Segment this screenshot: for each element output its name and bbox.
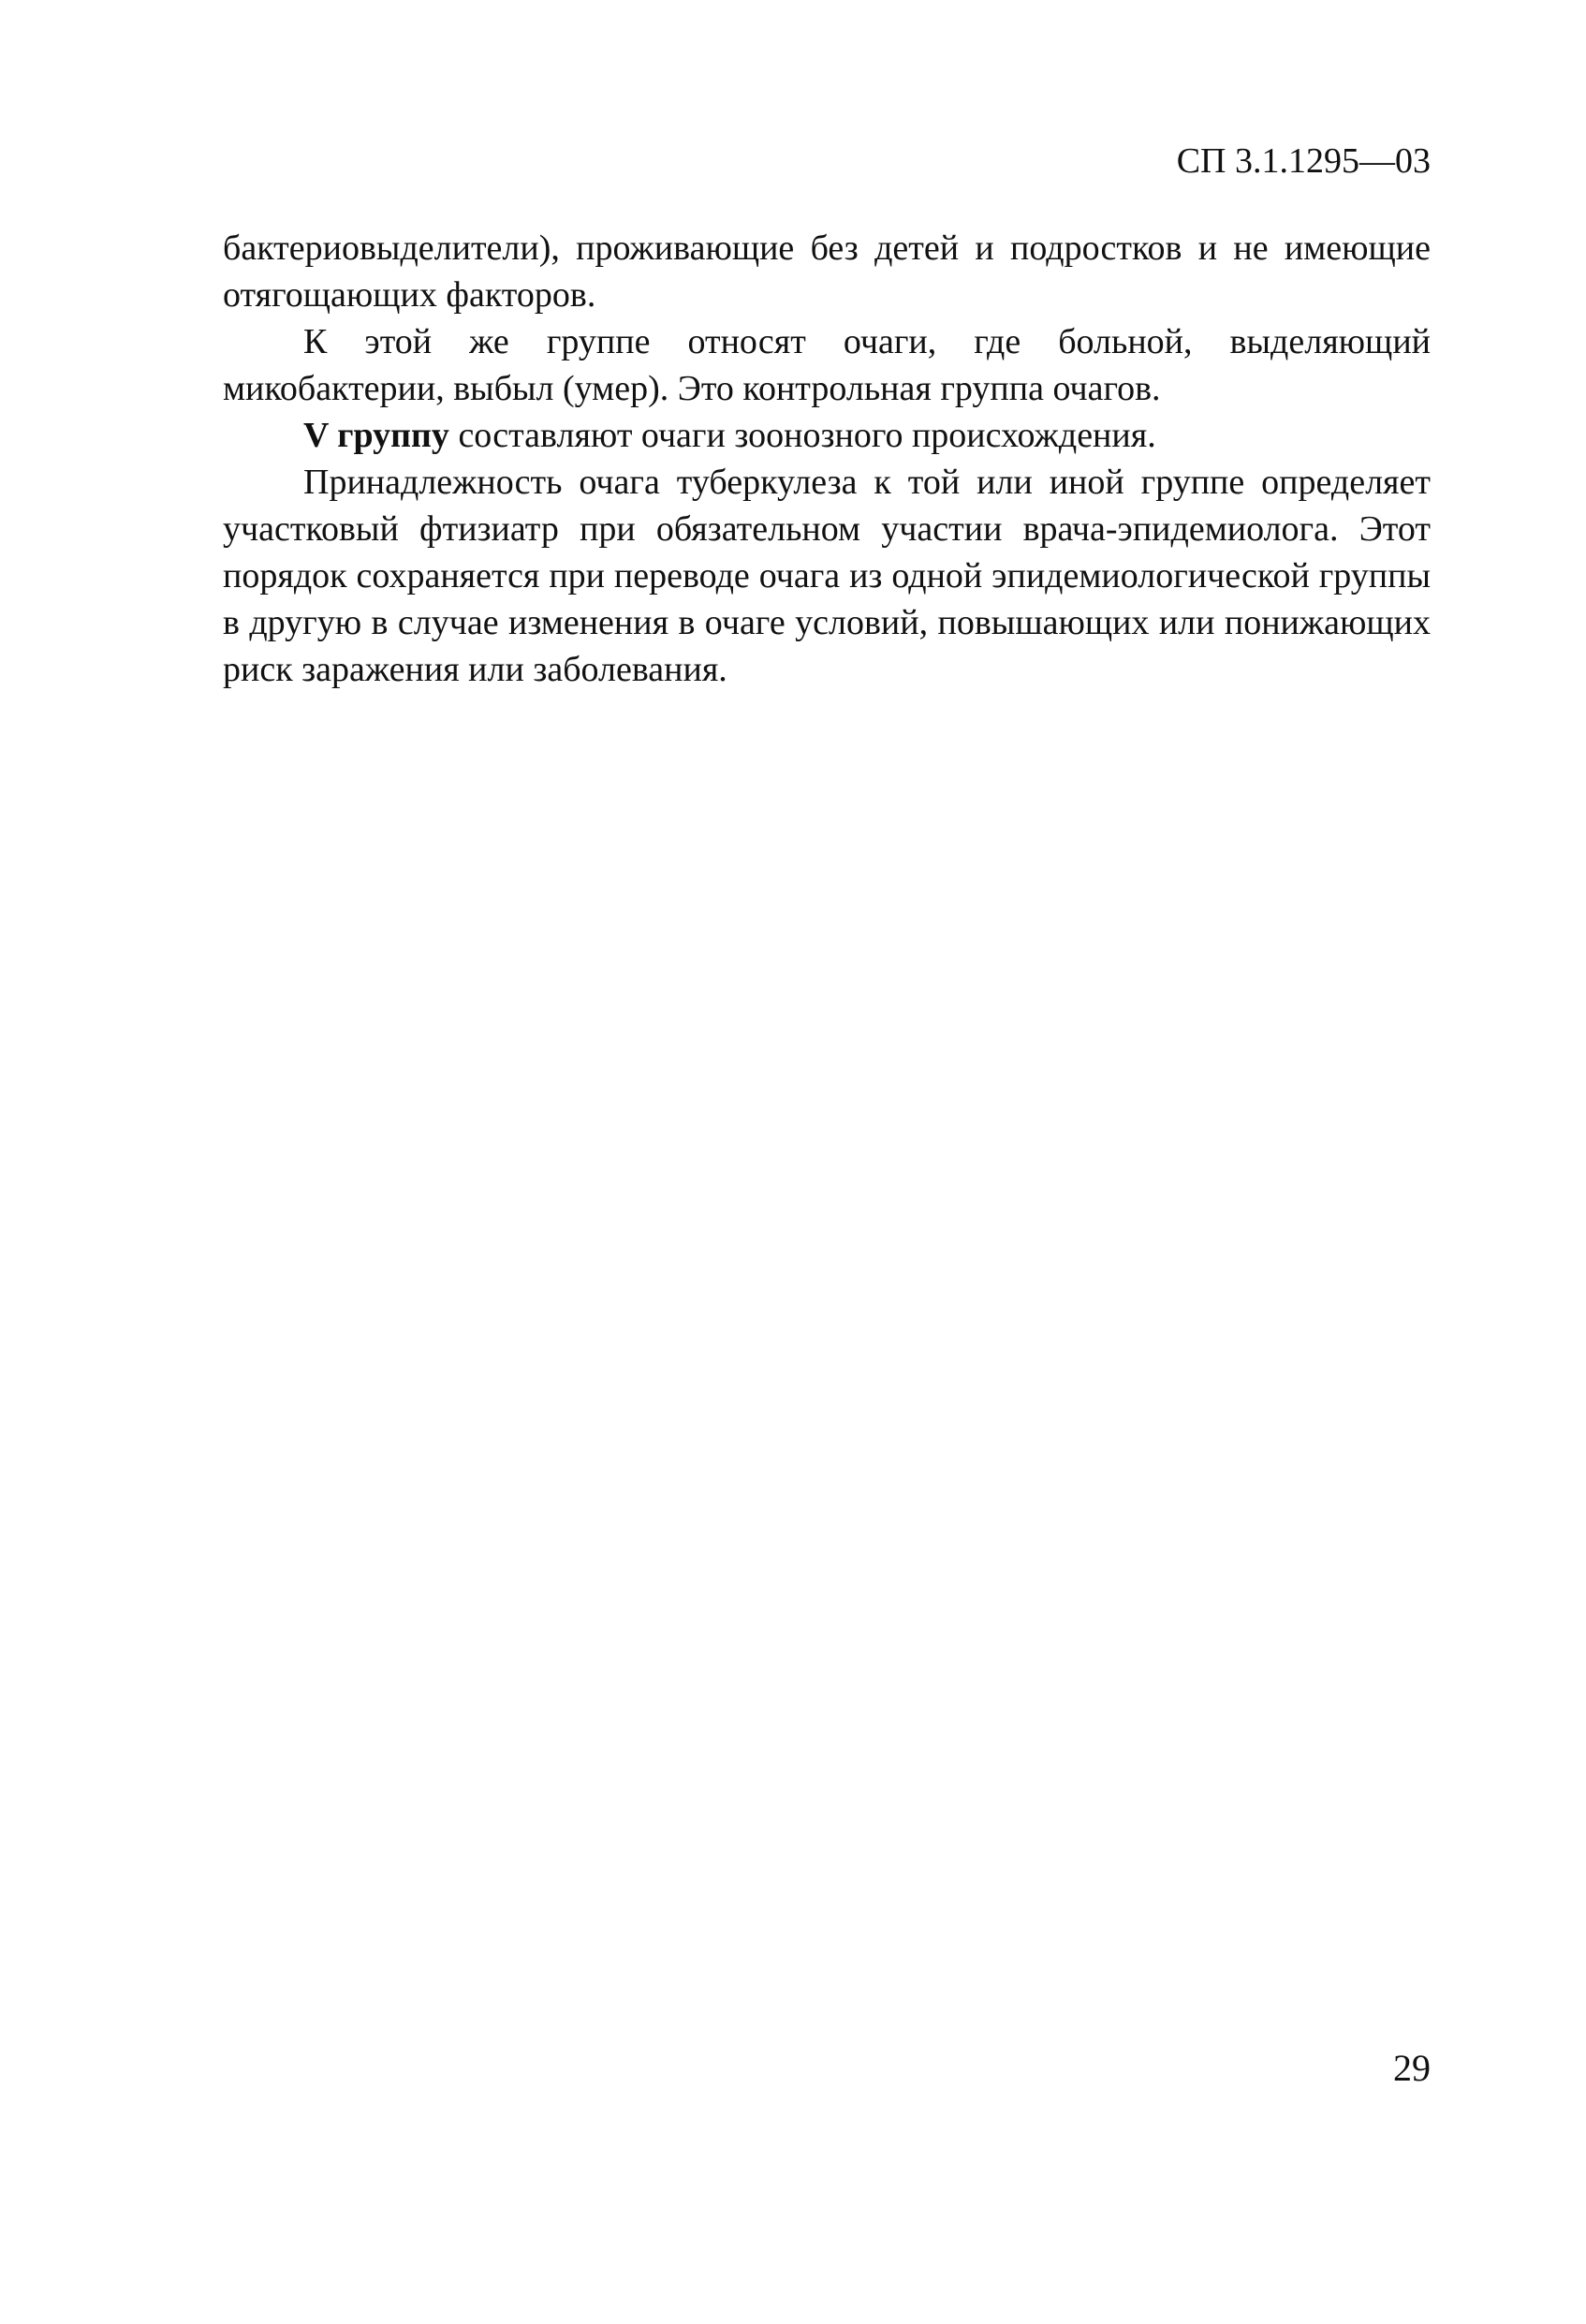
group-five-heading: V группу [303, 416, 449, 455]
page-number: 29 [1393, 2047, 1431, 2089]
document-code: СП 3.1.1295—03 [1176, 141, 1431, 181]
paragraph-1: бактериовыделители), проживающие без детей и подростков и не имеющие отягощающих факторов. [223, 228, 1431, 315]
paragraph-3-text: составляют очаги зоонозного происхождения. [448, 416, 1156, 455]
paragraph-3 [223, 412, 1431, 459]
body-text [223, 225, 1431, 693]
paragraph-4: Принадлежность очага туберкулеза к той или иной группе определяет участковый фтизиатр при обязательном участии врача-эпидемиолога. Этот порядок сохраняется при переводе очага из одной эпидемиологической группы в другую в случае изменения в очаге условий, повышающих или понижающих риск заражения или заболевания. [223, 463, 1431, 689]
paragraph-2: К этой же группе относят очаги, где больной, выделяющий микобактерии, выбыл (умер). Это контрольная группа очагов. [223, 322, 1431, 408]
